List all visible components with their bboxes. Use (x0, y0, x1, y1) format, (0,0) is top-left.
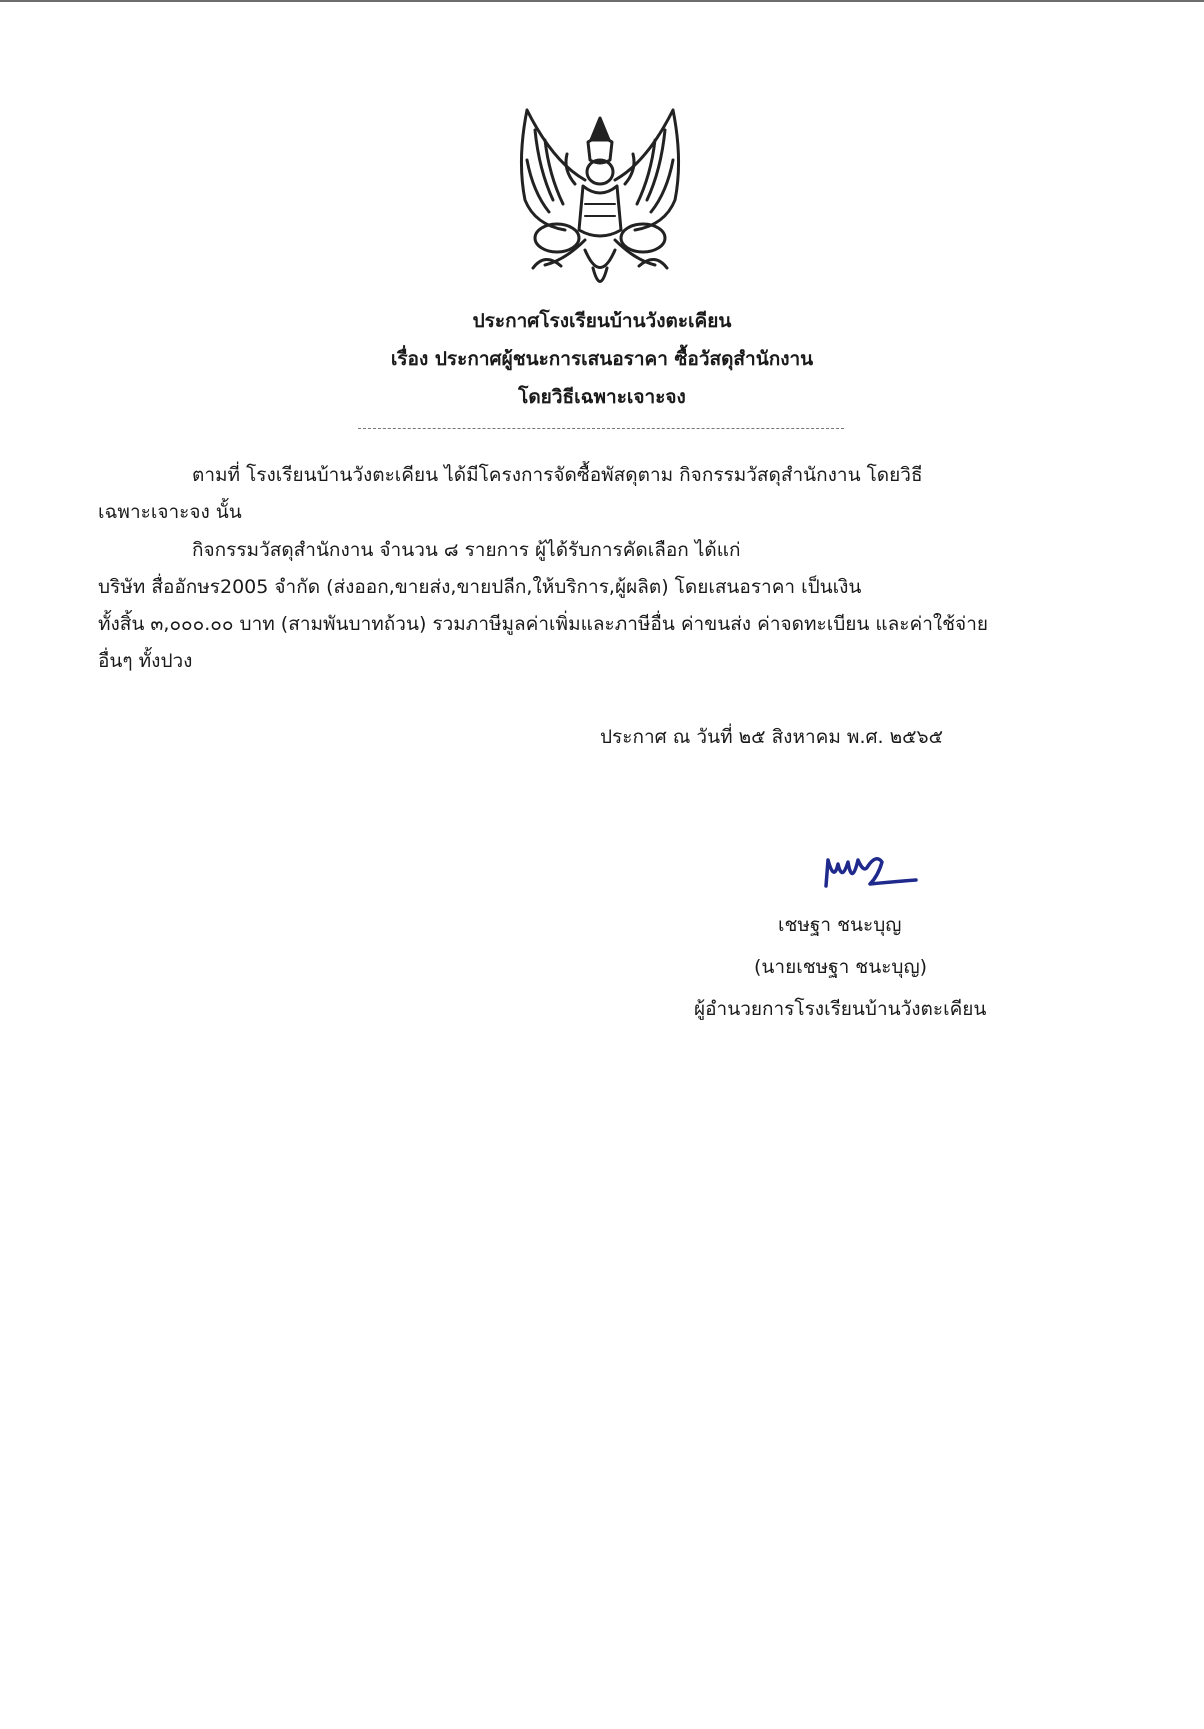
paragraph-2-line-3: ทั้งสิ้น ๓,๐๐๐.๐๐ บาท (สามพันบาทถ้วน) รวมภาษีมูลค่าเพิ่มและภาษีอื่น ค่าขนส่ง ค่าจดทะเบียน และค่าใช้จ่าย (98, 613, 988, 635)
paragraph-2-line-4: อื่นๆ ทั้งปวง (98, 650, 193, 672)
paragraph-1-line-2: เฉพาะเจาะจง นั้น (98, 501, 242, 523)
signer-name: เชษฐา ชนะบุญ (778, 914, 902, 936)
dashed-divider (358, 428, 844, 429)
garuda-emblem-icon (505, 100, 695, 300)
announcement-method: โดยวิธีเฉพาะเจาะจง (518, 386, 686, 408)
paragraph-1-line-1: ตามที่ โรงเรียนบ้านวังตะเคียน ได้มีโครงการจัดซื้อพัสดุตาม กิจกรรมวัสดุสำนักงาน โดยวิธี (192, 464, 923, 486)
top-border (0, 0, 1204, 2)
paragraph-2-line-1: กิจกรรมวัสดุสำนักงาน จำนวน ๘ รายการ ผู้ได้รับการคัดเลือก ได้แก่ (192, 539, 741, 561)
announcement-subject: เรื่อง ประกาศผู้ชนะการเสนอราคา ซื้อวัสดุสำนักงาน (390, 348, 814, 370)
signer-position: ผู้อำนวยการโรงเรียนบ้านวังตะเคียน (694, 998, 987, 1020)
announcement-title: ประกาศโรงเรียนบ้านวังตะเคียน (472, 310, 732, 332)
announcement-date: ประกาศ ณ วันที่ ๒๕ สิงหาคม พ.ศ. ๒๕๖๕ (600, 726, 943, 748)
paragraph-2-line-2: บริษัท สื่ออักษร2005 จำกัด (ส่งออก,ขายส่ง,ขายปลีก,ให้บริการ,ผู้ผลิต) โดยเสนอราคา เป็นเงิน (98, 576, 862, 598)
signature-icon (820, 846, 920, 906)
signer-full-name: (นายเชษฐา ชนะบุญ) (754, 956, 928, 978)
